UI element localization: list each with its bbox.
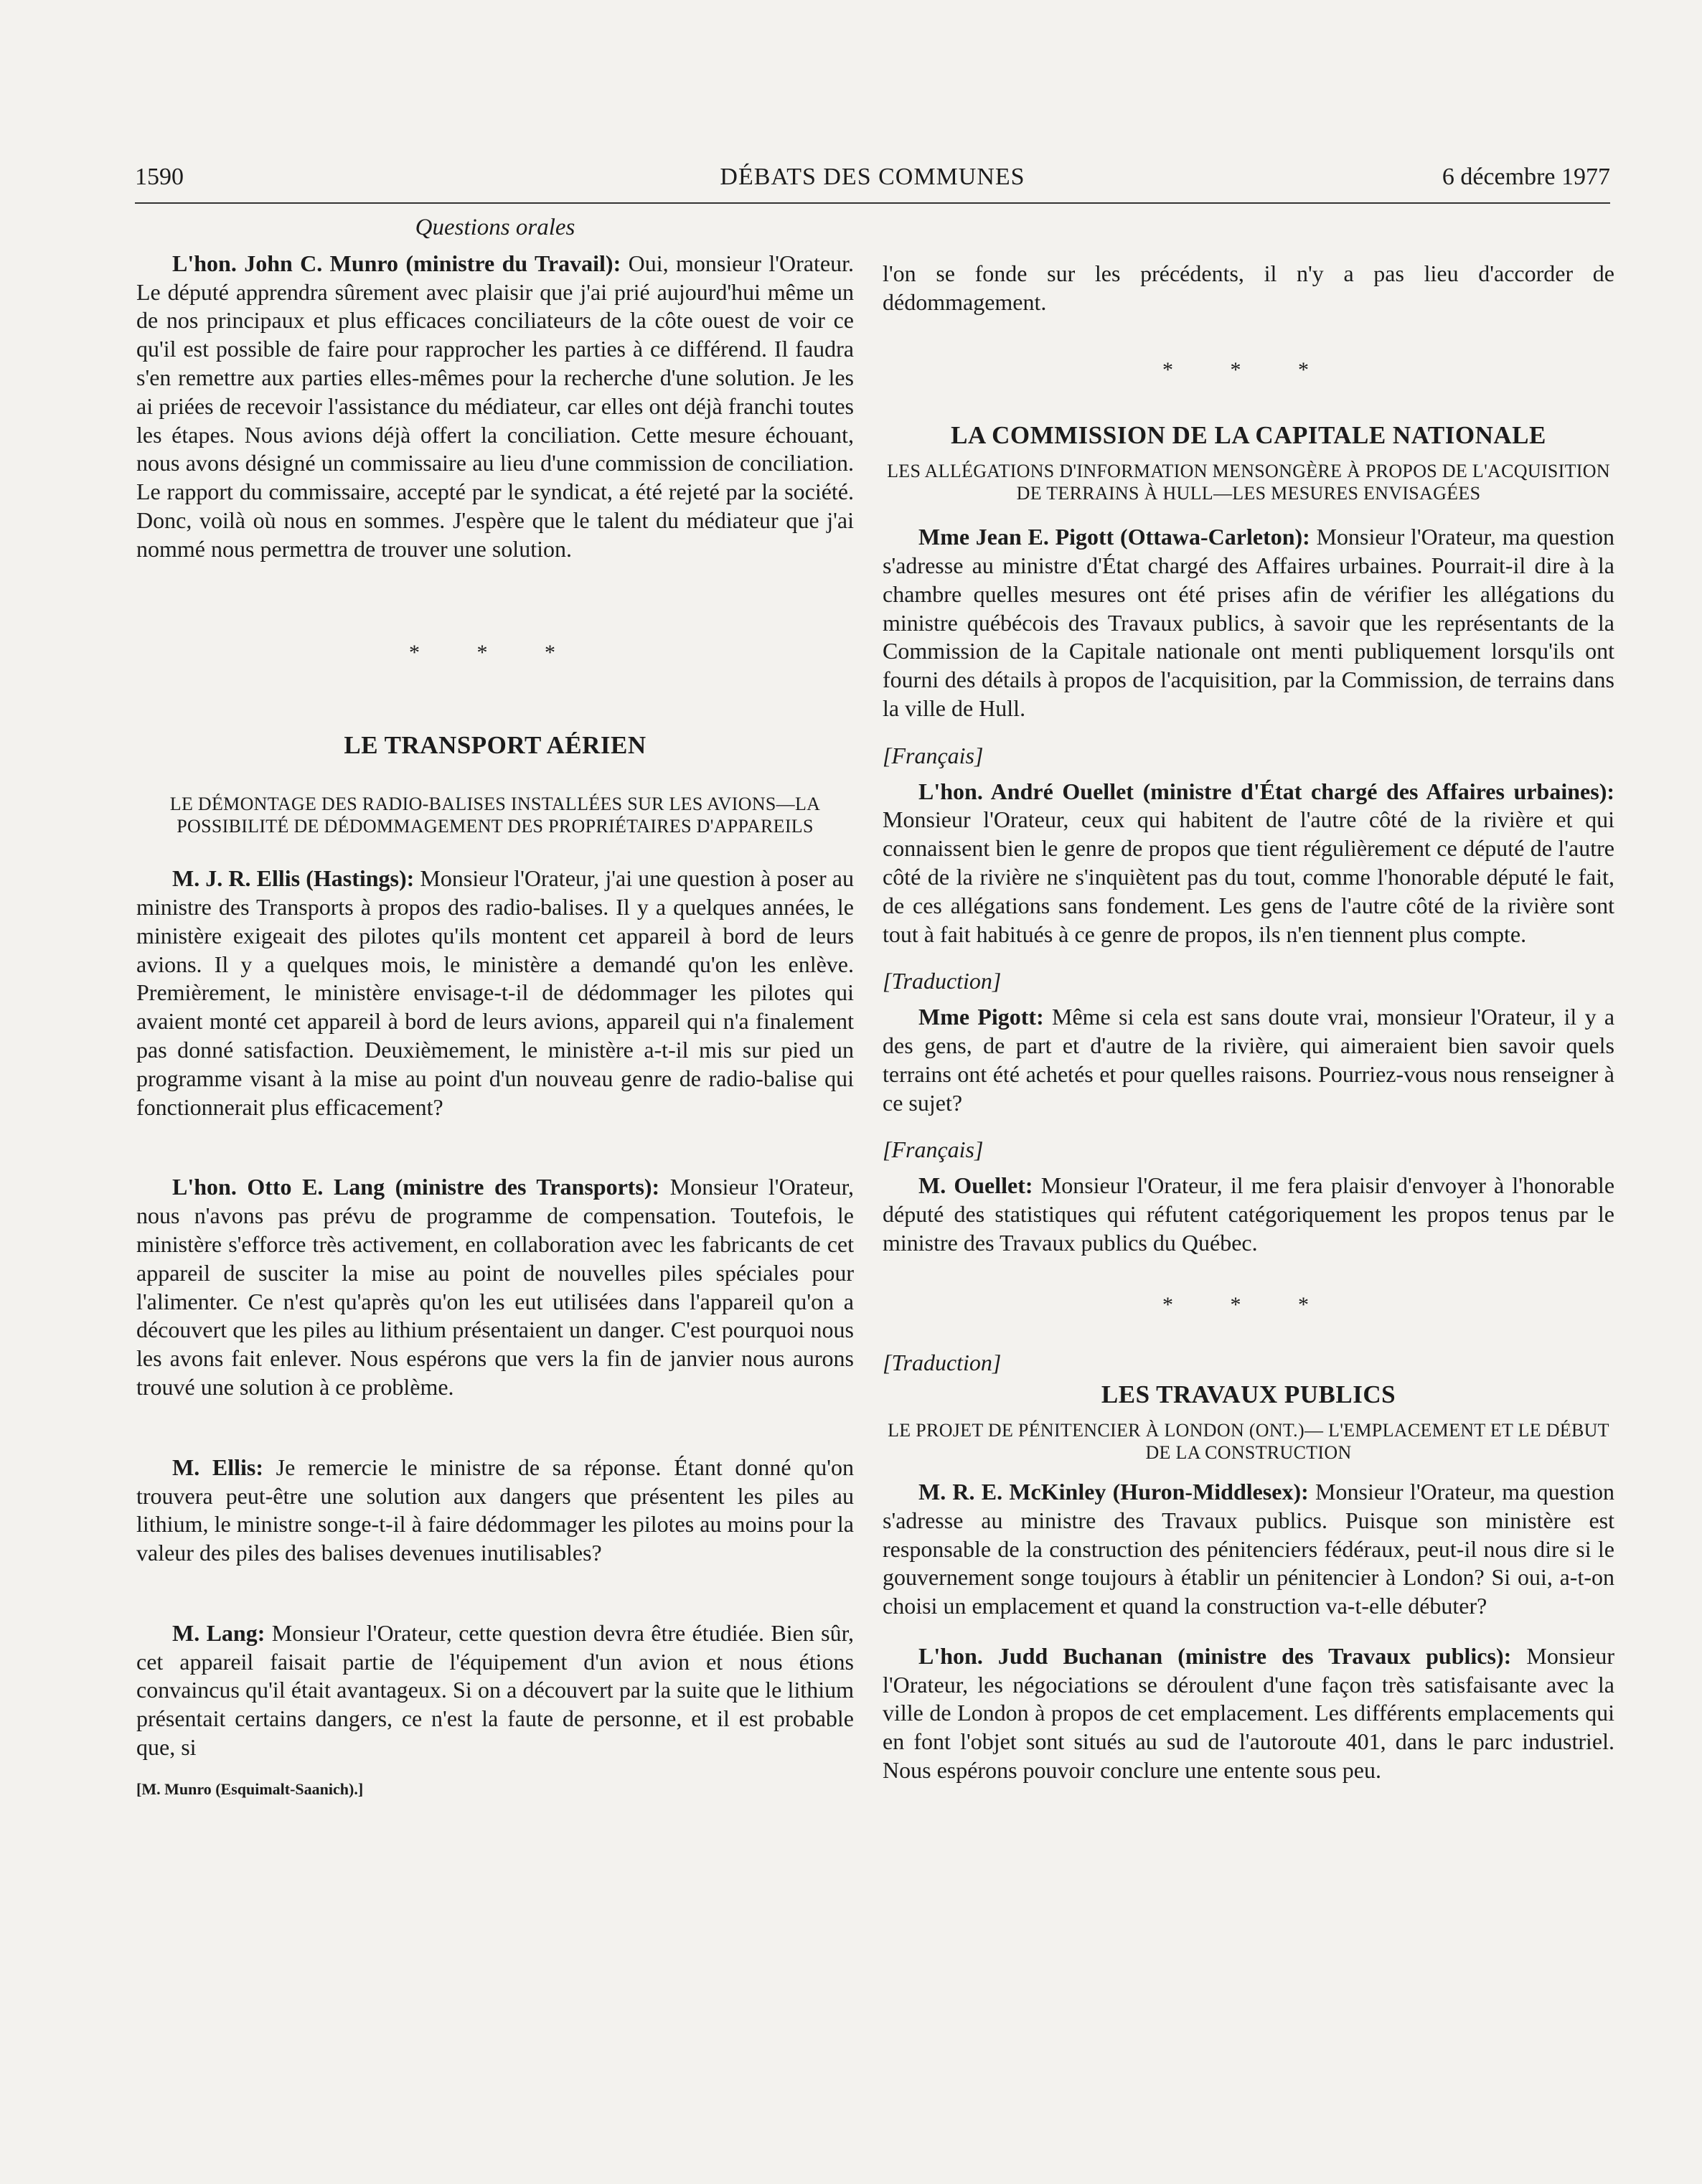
- section-separator: * * *: [1162, 1292, 1335, 1317]
- speech-text: Oui, monsieur l'Orateur. Le député apprendra sûrement avec plaisir que j'ai prié aujourd'hui même un de nos principaux et plus efficaces conciliateurs de la côte ouest de voir ce qu'il est possible de faire pour rapprocher les parties à ce différend. Il faudra s'en remettre aux parties elles-mêmes pour la recherche d'une solution. Je les ai priées de recevoir l'assistance du médiateur, car elles ont déjà franchi toutes les étapes. Nous avions déjà offert la conciliation. Cette mesure échouant, nous avons désigné un commissaire au lieu d'une commission de conciliation. Le rapport du commissaire, accepté par le syndicat, a été rejeté par la société. Donc, voilà où nous en sommes. J'espère que le talent du médiateur que j'ai nommé nous permettra de trouver une solution.: [136, 250, 854, 562]
- speech-text: Monsieur l'Orateur, nous n'avons pas prévu de programme de compensation. Toutefois, le ministère s'efforce très activement, en collaboration avec les fabricants de cet appareil de susciter la mise au point de nouvelles piles spéciales pour l'alimenter. Ce n'est qu'après qu'on les eut utilisées dans l'appareil qu'on a découvert que les piles au lithium présentaient un danger. C'est pourquoi nous les avons fait enlever. Nous espérons que vers la fin de janvier nous aurons trouvé une solution à ce problème.: [136, 1174, 855, 1400]
- speech-ouellet-2: [883, 1172, 1614, 1257]
- speaker-name: M. J. R. Ellis (Hastings):: [172, 865, 415, 892]
- page-header: [135, 159, 1610, 204]
- speech-text: Monsieur l'Orateur, ma question s'adresse au ministre d'État chargé des Affaires urbaines. Pourrait-il dire à la chambre quelles mesures ont été prises afin de vérifier les allégations du ministre québécois des Travaux publics, à savoir que les représentants de la Commission de la Capitale nationale ont menti publiquement lorsqu'ils ont fourni des détails à propos de l'acquisition, par la Commission, de terrains dans la ville de Hull.: [883, 524, 1615, 721]
- speaker-name: M. Ellis:: [172, 1454, 263, 1480]
- page-number: 1590: [135, 164, 184, 190]
- section-separator: * * *: [409, 640, 581, 664]
- issue-date: 6 décembre 1977: [1442, 164, 1610, 190]
- language-marker: [Français]: [883, 1136, 984, 1163]
- language-marker: [Français]: [883, 742, 984, 768]
- section-separator: * * *: [1162, 357, 1335, 382]
- right-column: [883, 260, 1614, 1785]
- speech-lang-2-continued: l'on se fonde sur les précédents, il n'y a pas lieu d'accorder de dédommagement.: [883, 260, 1614, 315]
- speech-lang-2: [136, 1619, 854, 1762]
- speaker-name: L'hon. John C. Munro (ministre du Travail):: [172, 250, 621, 276]
- section-subheading: LE DÉMONTAGE DES RADIO-BALISES INSTALLÉES SUR LES AVIONS—LA POSSIBILITÉ DE DÉDOMMAGEMENT DES PROPRIÉTAIRES D'APPAREILS: [169, 794, 821, 837]
- footnote: [M. Munro (Esquimalt-Saanich).]: [136, 1779, 364, 1798]
- section-heading: LES TRAVAUX PUBLICS: [1101, 1380, 1396, 1409]
- speech-pigott-2: [883, 1003, 1614, 1117]
- section-subheading: LE PROJET DE PÉNITENCIER À LONDON (ONT.)— L'EMPLACEMENT ET LE DÉBUT DE LA CONSTRUCTION: [888, 1419, 1609, 1463]
- speaker-name: M. R. E. McKinley (Huron-Middlesex):: [918, 1478, 1309, 1505]
- speaker-name: M. Lang:: [172, 1619, 265, 1646]
- speech-text: Je remercie le ministre de sa réponse. Étant donné qu'on trouvera peut-être une solution aux dangers que présentent les piles au lithium, le ministre songe-t-il à faire dédommager les pilotes au moins pour la valeur des piles des balises devenues inutilisables?: [136, 1454, 855, 1566]
- speaker-name: Mme Jean E. Pigott (Ottawa-Carleton):: [918, 524, 1310, 550]
- speaker-name: L'hon. André Ouellet (ministre d'État chargé des Affaires urbaines):: [918, 778, 1614, 804]
- speech-ellis-2: [136, 1454, 854, 1568]
- speech-munro: [136, 250, 854, 564]
- speech-text: Monsieur l'Orateur, les négociations se déroulent d'une façon très satisfaisante avec la ville de London à propos de cet emplacement. Les différents emplacements qui en font l'objet sont situés au sud de l'autoroute 401, dans le parc industriel. Nous espérons pouvoir conclure une entente sous peu.: [883, 1642, 1615, 1784]
- speaker-name: L'hon. Judd Buchanan (ministre des Travaux publics):: [918, 1642, 1512, 1669]
- speech-text: Monsieur l'Orateur, j'ai une question à poser au ministre des Transports à propos des radio-balises. Il y a quelques années, le ministère exigeait des pilotes qu'ils montent cet appareil à bord de leurs avions. Il y a quelques mois, le ministère a demandé qu'on les enlève. Premièrement, le ministère envisage-t-il de dédommager les pilotes qui avaient monté cet appareil à bord de leurs avions, appareil qui n'a finalement pas donné satisfaction. Deuxièmement, le ministère a-t-il mis sur pied un programme visant à la mise au point d'un nouveau genre de radio-balise qui fonctionnerait plus efficacement?: [136, 865, 855, 1120]
- section-subheading: LES ALLÉGATIONS D'INFORMATION MENSONGÈRE À PROPOS DE L'ACQUISITION DE TERRAINS À HULL—LES MESURES ENVISAGÉES: [887, 461, 1610, 504]
- journal-title: DÉBATS DES COMMUNES: [720, 164, 1025, 190]
- speaker-name: L'hon. Otto E. Lang (ministre des Transports):: [172, 1174, 660, 1200]
- speech-ouellet-1: [883, 778, 1614, 949]
- left-column: [136, 214, 854, 1804]
- speech-text: Monsieur l'Orateur, cette question devra être étudiée. Bien sûr, cet appareil faisait partie de l'équipement d'un avion et nous étions convaincus qu'il était avantageux. Si on a découvert par la suite que le lithium présentait certains dangers, ce n'est la faute de personne, et il est probable que, si: [136, 1619, 854, 1761]
- speech-buchanan: [883, 1642, 1614, 1785]
- section-title: Questions orales: [415, 215, 575, 240]
- speech-text: Monsieur l'Orateur, ma question s'adresse au ministre des Travaux publics. Puisque son ministère est responsable de la construction des pénitenciers fédéraux, peut-il nous dire si le gouvernement songe toujours à établir un pénitencier à London? Si oui, a-t-on choisi un emplacement et quand la construction va-t-elle débuter?: [883, 1478, 1615, 1619]
- speech-lang-1: [136, 1173, 854, 1401]
- speech-text: Même si cela est sans doute vrai, monsieur l'Orateur, il y a des gens, de part et d'autre de la rivière, qui aimeraient bien savoir quels terrains ont été achetés et pour quelles raisons. Pourriez-vous nous renseigner à ce sujet?: [883, 1004, 1615, 1116]
- speaker-name: M. Ouellet:: [918, 1172, 1033, 1199]
- speech-text: Monsieur l'Orateur, il me fera plaisir d'envoyer à l'honorable député des statistiques qui réfutent catégoriquement les propos tenus par le ministre des Travaux publics du Québec.: [883, 1172, 1615, 1256]
- section-heading: LE TRANSPORT AÉRIEN: [344, 731, 647, 760]
- speech-ellis-1: [136, 865, 854, 1121]
- language-marker: [Traduction]: [883, 968, 1002, 994]
- speech-text: Monsieur l'Orateur, ceux qui habitent de l'autre côté de la rivière et qui connaissent bien le genre de propos que tient régulièrement ce député de l'autre côté de la rivière ne s'inquiètent pas du tout, comme l'honorable député le fait, de ces allégations sans fondement. Les gens de l'autre côté de la rivière sont tout à fait habitués à ce genre de propos, ils n'en tiennent plus compte.: [883, 806, 1614, 947]
- section-heading: LA COMMISSION DE LA CAPITALE NATIONALE: [951, 421, 1546, 450]
- language-marker: [Traduction]: [883, 1350, 1002, 1376]
- speaker-name: Mme Pigott:: [918, 1004, 1044, 1030]
- speech-pigott-1: [883, 523, 1614, 723]
- speech-mckinley: [883, 1478, 1614, 1621]
